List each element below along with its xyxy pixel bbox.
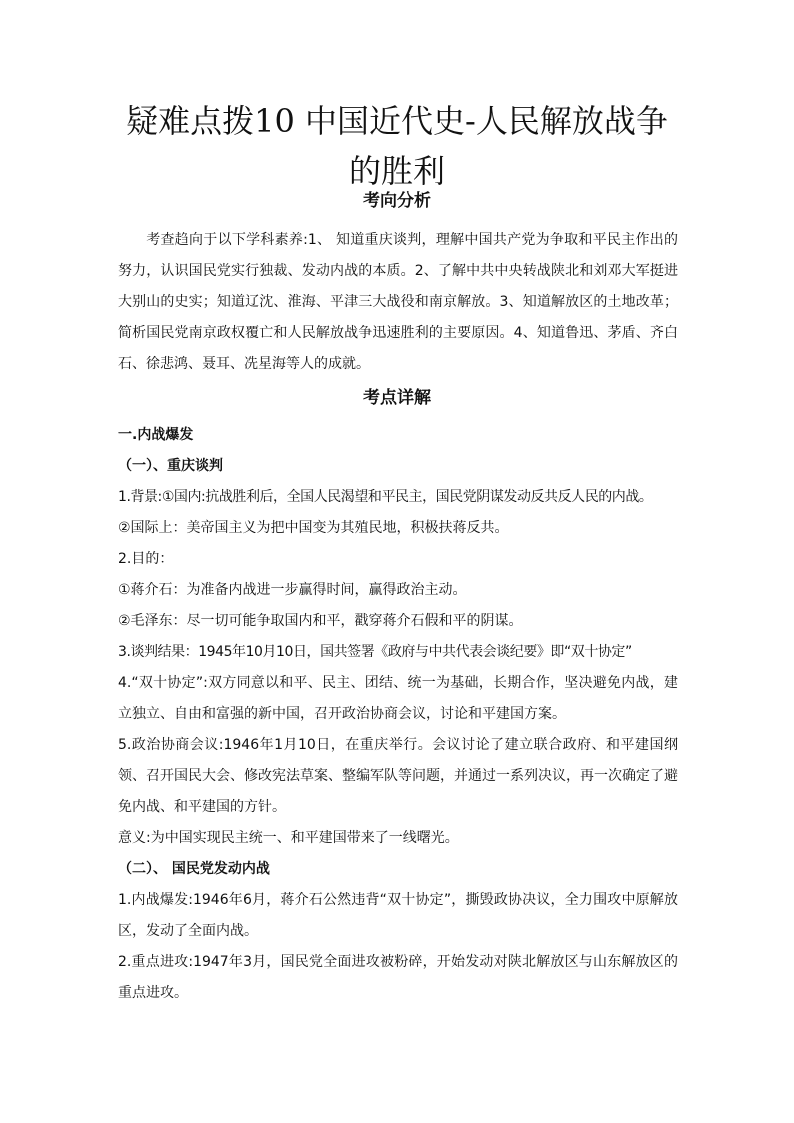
double-tenth-agreement: 4.“双十协定”:双方同意以和平、民主、团结、统一为基础，长期合作，坚决避免内战，建立独立、自由和富强的新中国，召开政治协商会议，讨论和平建国方案。 xyxy=(118,675,678,722)
background-international: ②国际上：美帝国主义为把中国变为其殖民地，积极扶蒋反共。 xyxy=(118,520,509,536)
background-domestic: 1.背景:①国内:抗战胜利后，全国人民渴望和平民主，国民党阴谋发动反共反人民的内战。 xyxy=(118,489,653,505)
section-heading-details: 考点详解 xyxy=(363,388,431,408)
focused-offensive: 2.重点进攻:1947年3月，国民党全面进攻被粉碎，开始发动对陕北解放区与山东解放区的重点进攻。 xyxy=(118,954,678,1001)
intro-paragraph xyxy=(118,225,678,380)
intro-text: 考查趋向于以下学科素养:1、 知道重庆谈判，理解中国共产党为争取和平民主作出的努力，认识国民党实行独裁、发动内战的本质。2、了解中共中央转战陕北和刘邓大军挺进大别山的史实；知道辽沈、淮海、平津三大战役和南京解放。3、知道解放区的土地改革；简析国民党南京政权覆亡和人民解放战争迅速胜利的主要原因。4、知道鲁迅、茅盾、齐白石、徐悲鸿、聂耳、冼星海等人的成就。 xyxy=(118,232,678,372)
heading-civil-war-outbreak: 一.内战爆发 xyxy=(118,427,194,443)
subheading-kmt-launches-war: （二）、 国民党发动内战 xyxy=(118,861,270,877)
negotiation-result: 3.谈判结果：1945年10月10日，国共签署《政府与中共代表会谈纪要》即“双十协定” xyxy=(118,644,632,660)
purpose-chiang: ①蒋介石：为准备内战进一步赢得时间，赢得政治主动。 xyxy=(118,582,467,598)
title-line-2: 的胜利 xyxy=(348,152,445,190)
title-line-1: 疑难点拨10 中国近代史-人民解放战争 xyxy=(126,102,668,140)
political-consultative-conference: 5.政治协商会议:1946年1月10日，在重庆举行。会议讨论了建立联合政府、和平建国纲领、召开国民大会、修改宪法草案、整编军队等问题，并通过一系列决议，再一次确定了避免内战、和平建国的方针。 xyxy=(118,737,678,815)
document-title xyxy=(0,96,794,196)
purpose-label: 2.目的： xyxy=(118,551,174,567)
section-heading-analysis: 考向分析 xyxy=(363,191,431,211)
significance: 意义:为中国实现民主统一、和平建国带来了一线曙光。 xyxy=(118,830,459,846)
purpose-mao: ②毛泽东：尽一切可能争取国内和平，戳穿蒋介石假和平的阴谋。 xyxy=(118,613,523,629)
subheading-chongqing-negotiation: （一）、重庆谈判 xyxy=(118,458,223,474)
civil-war-outbreak: 1.内战爆发:1946年6月，蒋介石公然违背“双十协定”，撕毁政协决议，全力围攻中原解放区，发动了全面内战。 xyxy=(118,892,678,939)
